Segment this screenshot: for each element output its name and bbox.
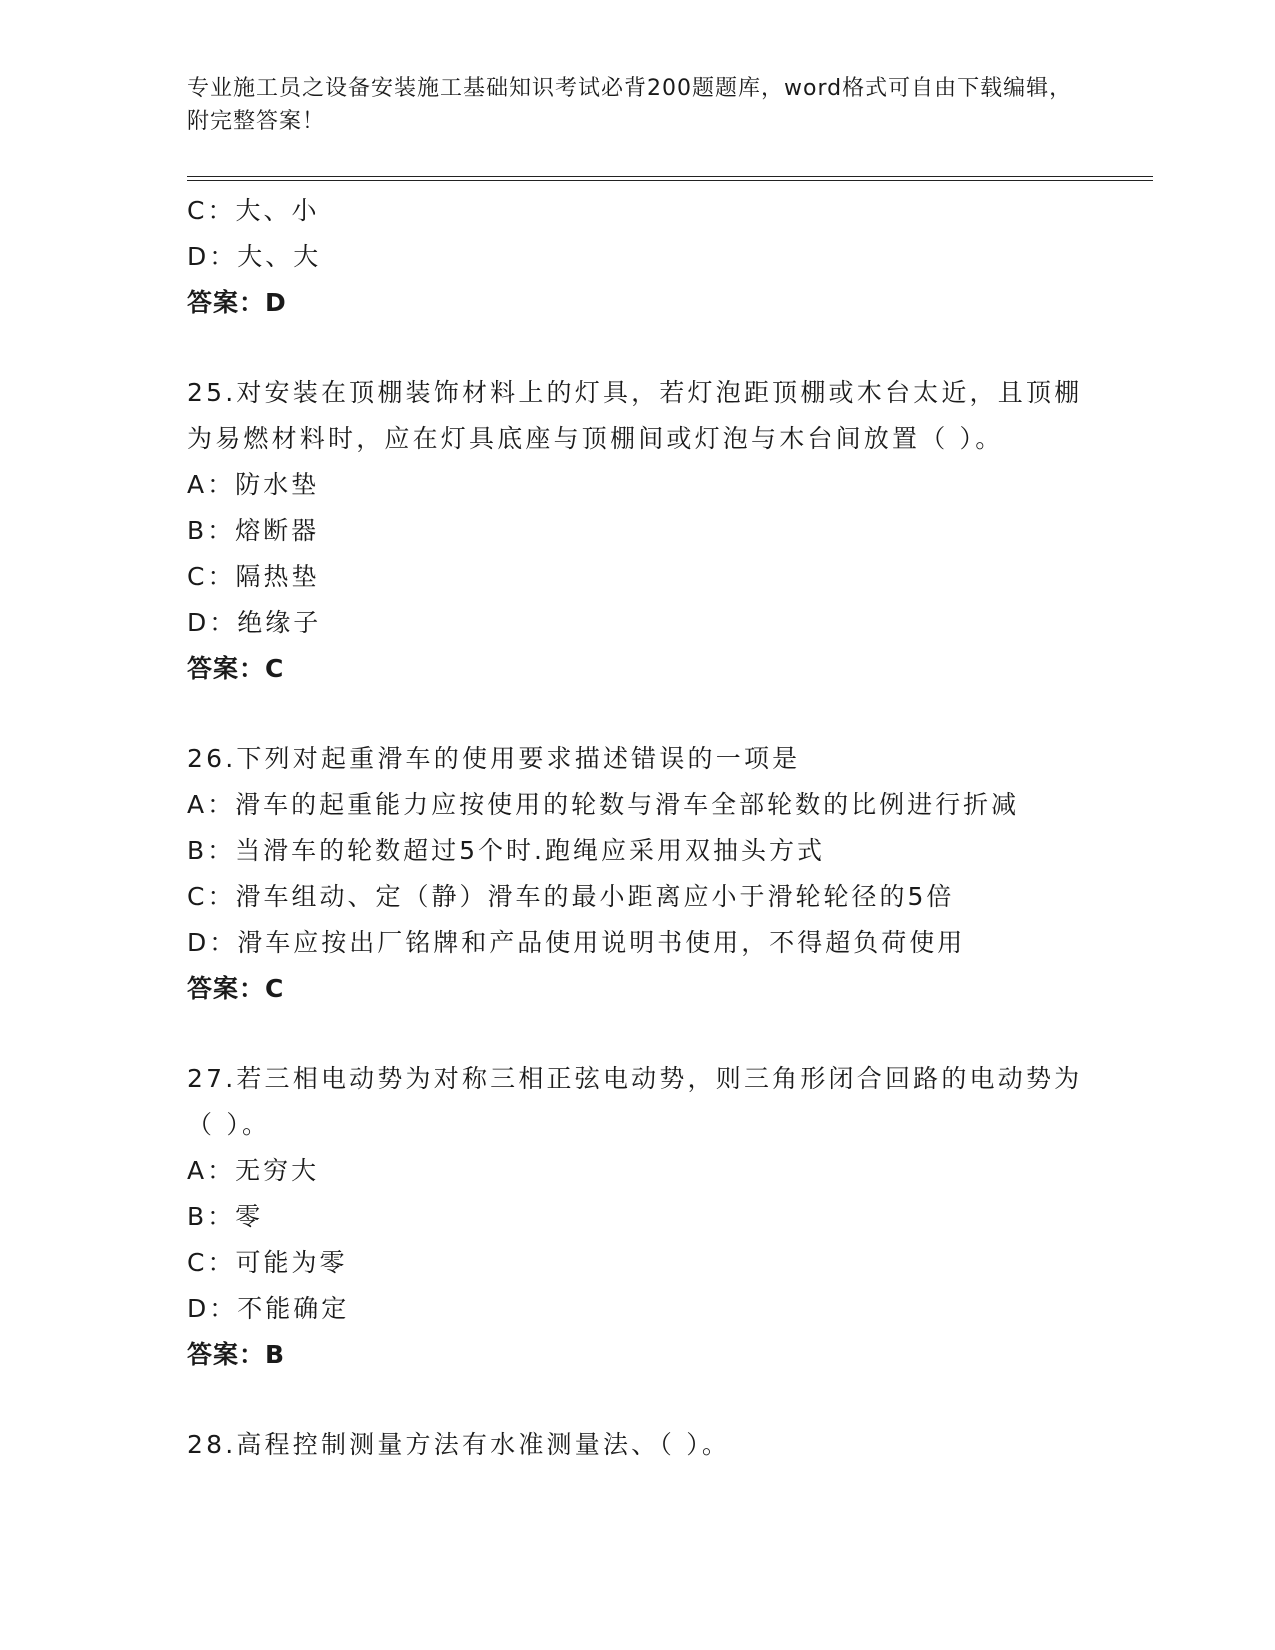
option-c: C：可能为零 [187,1248,348,1277]
option-c: C：隔热垫 [187,562,320,591]
question-block-25 [187,370,1087,692]
question-stem: 27.若三相电动势为对称三相正弦电动势，则三角形闭合回路的电动势为（ ）。 [187,1064,1083,1139]
option-d: D：绝缘子 [187,608,322,637]
question-stem: 25.对安装在顶棚装饰材料上的灯具，若灯泡距顶棚或木台太近，且顶棚为易燃材料时，应在灯具底座与顶棚间或灯泡与木台间放置（ ）。 [187,378,1083,453]
question-stem: 26.下列对起重滑车的使用要求描述错误的一项是 [187,744,801,773]
question-stem: 28.高程控制测量方法有水准测量法、（ ）。 [187,1430,731,1459]
option-b: B：当滑车的轮数超过5个时.跑绳应采用双抽头方式 [187,836,826,865]
header-rule-top [187,176,1153,177]
option-d: D：大、大 [187,242,322,271]
answer-line: 答案：B [187,1340,286,1369]
spacer [187,1012,1087,1056]
option-b: B：熔断器 [187,516,320,545]
spacer [187,692,1087,736]
option-a: A：无穷大 [187,1156,320,1185]
answer-line: 答案：C [187,974,285,1003]
question-content [187,188,1087,1468]
option-d: D：滑车应按出厂铭牌和产品使用说明书使用，不得超负荷使用 [187,928,966,957]
answer-line: 答案：D [187,288,287,317]
prev-question-block [187,188,1087,326]
header-rule-bottom [187,180,1153,181]
option-c: C：大、小 [187,196,320,225]
question-block-28 [187,1422,1087,1468]
answer-line: 答案：C [187,654,285,683]
spacer [187,326,1087,370]
spacer [187,1378,1087,1422]
option-a: A：滑车的起重能力应按使用的轮数与滑车全部轮数的比例进行折减 [187,790,1020,819]
document-header [187,72,1087,138]
option-d: D：不能确定 [187,1294,350,1323]
question-block-27 [187,1056,1087,1378]
question-block-26 [187,736,1087,1012]
document-title: 专业施工员之设备安装施工基础知识考试必背200题题库，word格式可自由下载编辑，附完整答案！ [187,76,1073,134]
option-b: B：零 [187,1202,264,1231]
option-c: C：滑车组动、定（静）滑车的最小距离应小于滑轮轮径的5倍 [187,882,955,911]
option-a: A：防水垫 [187,470,320,499]
